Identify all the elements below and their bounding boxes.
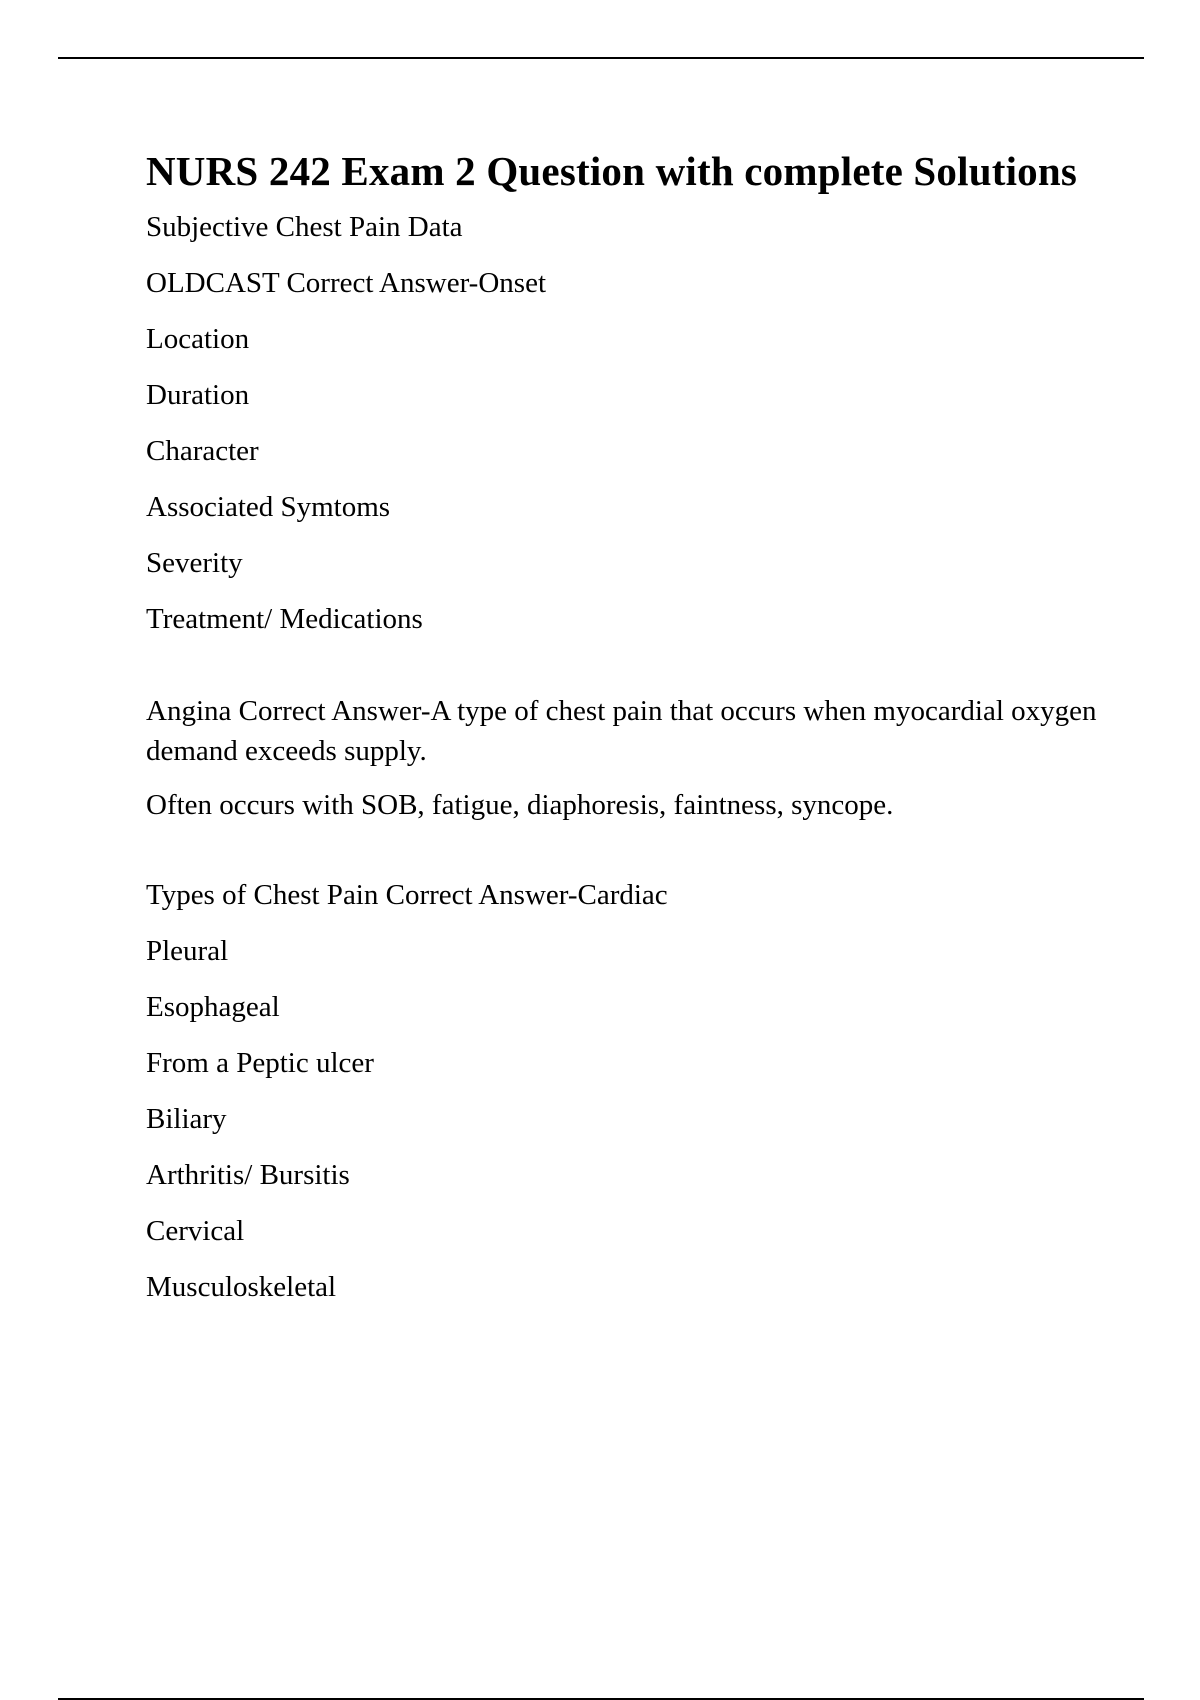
question-line: Types of Chest Pain Correct Answer-Cardiac [146, 879, 668, 911]
list-item: Biliary [146, 1103, 227, 1135]
section-spacer [146, 655, 1106, 691]
list-item: Associated Symtoms [146, 491, 391, 523]
document-title: NURS 242 Exam 2 Question with complete Solutions [146, 148, 1078, 194]
list-item: Cervical [146, 1215, 245, 1247]
list-item: Character [146, 435, 259, 467]
section-spacer [146, 839, 1106, 875]
list-item: Musculoskeletal [146, 1271, 337, 1303]
document-body [146, 143, 1106, 1323]
section-intro: Subjective Chest Pain Data [146, 211, 463, 243]
angina-paragraph: Angina Correct Answer-A type of chest pain that occurs when myocardial oxygen demand exceeds supply. [146, 695, 1097, 767]
list-item: Treatment/ Medications [146, 603, 423, 635]
angina-symptoms-paragraph: Often occurs with SOB, fatigue, diaphoresis, faintness, syncope. [146, 789, 894, 821]
list-item: Location [146, 323, 250, 355]
section-chest-pain-types [146, 875, 1106, 1307]
question-line: OLDCAST Correct Answer-Onset [146, 267, 546, 299]
list-item: From a Peptic ulcer [146, 1047, 374, 1079]
section-angina [146, 691, 1106, 825]
list-item: Severity [146, 547, 243, 579]
list-item: Esophageal [146, 991, 280, 1023]
top-divider [58, 57, 1144, 59]
list-item: Arthritis/ Bursitis [146, 1159, 350, 1191]
list-item: Duration [146, 379, 250, 411]
list-item: Pleural [146, 935, 229, 967]
section-oldcast [146, 207, 1106, 639]
